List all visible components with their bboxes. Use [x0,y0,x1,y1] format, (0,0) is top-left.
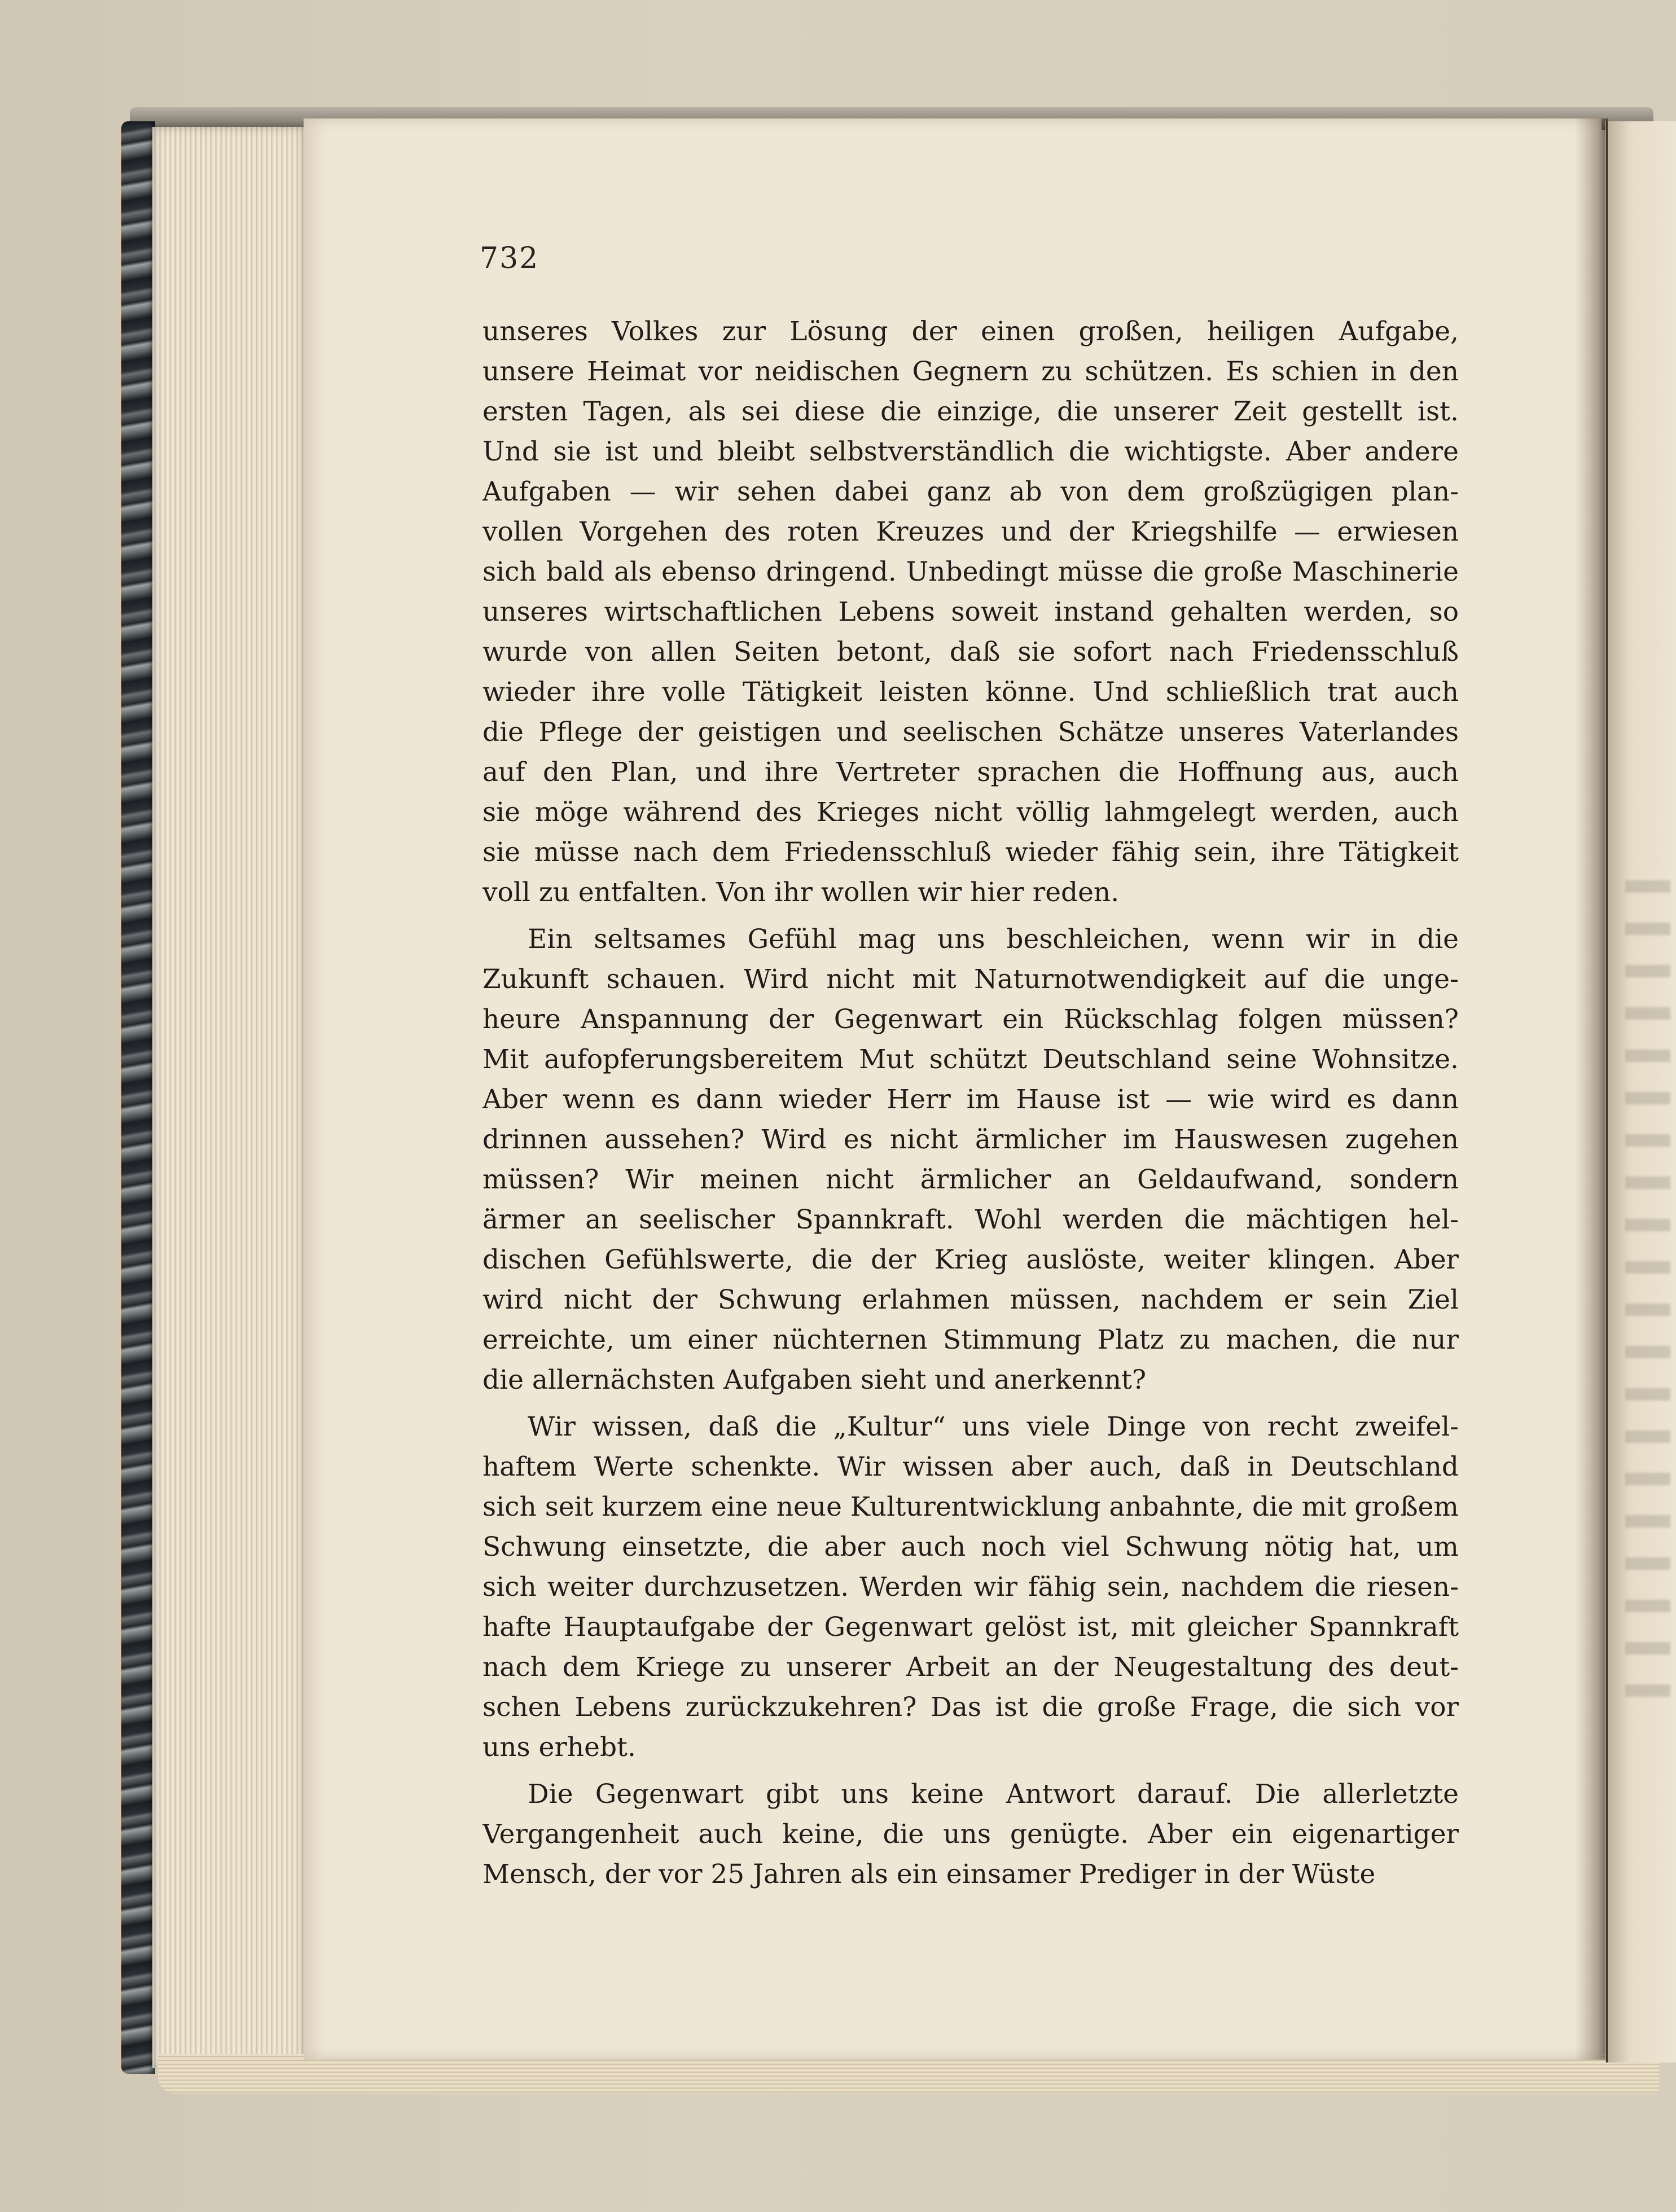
text-line: sich weiter durchzusetzen. Werden wir fähig sein, nachdem die riesen- [482,1572,1459,1603]
text-line: Die Gegenwart gibt uns keine Antwort darauf. Die allerletzte [528,1779,1459,1810]
text-line: Vergangenheit auch keine, die uns genügte. Aber ein eigenartiger [482,1819,1459,1850]
text-line: die Pflege der geistigen und seelischen Schätze unseres Vaterlandes [482,717,1459,748]
facing-page-bleed-text [1625,880,1670,1698]
gutter-shadow [1574,118,1608,2060]
page-number: 732 [480,242,539,275]
text-line: sie müsse nach dem Friedensschluß wieder fähig sein, ihre Tätigkeit [482,837,1459,868]
text-line: wurde von allen Seiten betont, daß sie sofort nach Friedensschluß [482,637,1459,668]
text-line: sich seit kurzem eine neue Kulturentwicklung anbahnte, die mit großem [482,1491,1459,1522]
book-spine [121,121,155,2074]
text-line: Zukunft schauen. Wird nicht mit Naturnotwendigkeit auf die unge- [482,964,1459,995]
text-line: wieder ihre volle Tätigkeit leisten könne. Und schließlich trat auch [482,677,1459,708]
text-line: uns erhebt. [482,1732,636,1763]
page-stack-bottom-edge [158,2054,1659,2094]
text-line: drinnen aussehen? Wird es nicht ärmlicher im Hauswesen zugehen [482,1124,1459,1155]
text-line: sich bald als ebenso dringend. Unbedingt müsse die große Maschinerie [482,556,1459,587]
text-line: schen Lebens zurückzukehren? Das ist die große Frage, die sich vor [482,1692,1459,1723]
text-line: unsere Heimat vor neidischen Gegnern zu schützen. Es schien in den [482,356,1459,387]
text-line: Wir wissen, daß die „Kultur“ uns viele Dinge von recht zweifel- [528,1411,1459,1442]
text-line: haftem Werte schenkte. Wir wissen aber auch, daß in Deutschland [482,1451,1459,1482]
text-line: Ein seltsames Gefühl mag uns beschleichen, wenn wir in die [528,924,1459,955]
text-line: ersten Tagen, als sei diese die einzige, die unserer Zeit gestellt ist. [482,396,1459,427]
text-line: wird nicht der Schwung erlahmen müssen, nachdem er sein Ziel [482,1284,1459,1315]
text-line: heure Anspannung der Gegenwart ein Rückschlag folgen müssen? [482,1004,1459,1035]
paragraph [482,311,1459,912]
paragraph [482,1407,1459,1767]
text-line: erreichte, um einer nüchternen Stimmung Platz zu machen, die nur [482,1324,1459,1355]
text-line: Mensch, der vor 25 Jahren als ein einsamer Prediger in der Wüste [482,1859,1376,1890]
text-line: die allernächsten Aufgaben sieht und anerkennt? [482,1364,1147,1395]
paragraph [482,919,1459,1400]
text-line: hafte Hauptaufgabe der Gegenwart gelöst ist, mit gleicher Spannkraft [482,1612,1459,1643]
text-line: Schwung einsetzte, die aber auch noch viel Schwung nötig hat, um [482,1531,1459,1563]
text-line: dischen Gefühlswerte, die der Krieg auslöste, weiter klingen. Aber [482,1244,1459,1275]
page-stack-edge [152,127,305,2068]
text-line: sie möge während des Krieges nicht völlig lahmgelegt werden, auch [482,797,1459,828]
text-line: ärmer an seelischer Spannkraft. Wohl werden die mächtigen hel- [482,1204,1459,1235]
text-line: vollen Vorgehen des roten Kreuzes und der Kriegshilfe — erwiesen [482,516,1459,547]
paragraph [482,1774,1459,1894]
body-text [482,311,1459,1901]
text-line: müssen? Wir meinen nicht ärmlicher an Geldaufwand, sondern [482,1164,1459,1195]
text-line: nach dem Kriege zu unserer Arbeit an der Neugestaltung des deut- [482,1652,1459,1683]
text-line: voll zu entfalten. Von ihr wollen wir hier reden. [482,877,1120,908]
text-line: unseres wirtschaftlichen Lebens soweit instand gehalten werden, so [482,596,1459,627]
text-line: Mit aufopferungsbereitem Mut schützt Deutschland seine Wohnsitze. [482,1044,1459,1075]
facing-page-edge [1606,121,1608,2062]
text-line: Und sie ist und bleibt selbstverständlich die wichtigste. Aber andere [482,436,1459,467]
text-line: Aber wenn es dann wieder Herr im Hause ist — wie wird es dann [482,1084,1459,1115]
text-line: Aufgaben — wir sehen dabei ganz ab von dem großzügigen plan- [482,476,1459,507]
text-line: unseres Volkes zur Lösung der einen großen, heiligen Aufgabe, [482,316,1459,347]
text-line: auf den Plan, und ihre Vertreter sprachen die Hoffnung aus, auch [482,757,1459,788]
